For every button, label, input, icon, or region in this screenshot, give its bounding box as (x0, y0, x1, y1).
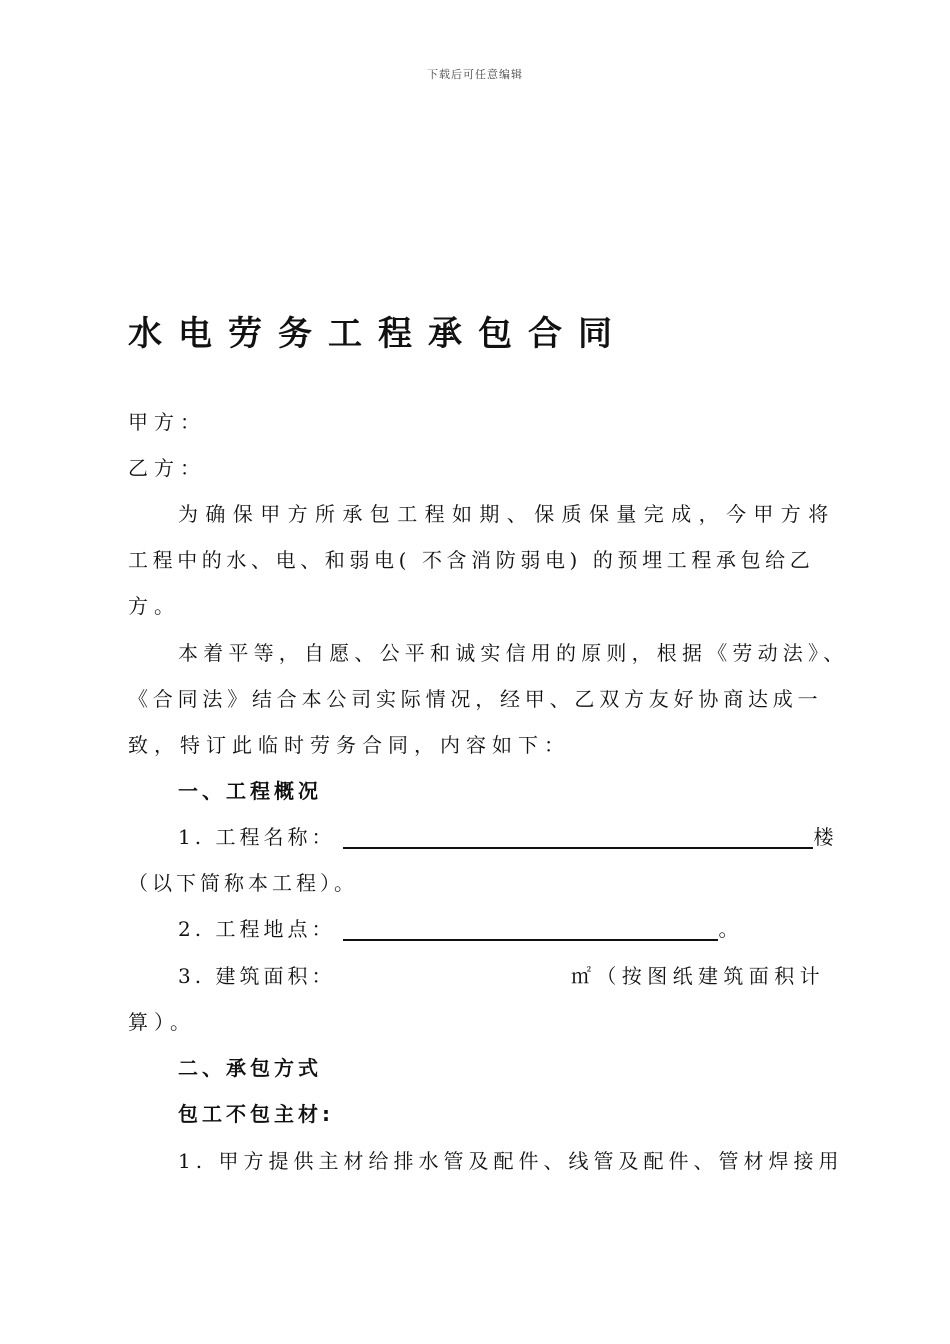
party-b-label: 乙方： (128, 456, 206, 480)
party-a-label: 甲方： (128, 410, 206, 434)
building-area-label: 3. 建筑面积： (178, 964, 336, 988)
project-name-suffix: 楼 (813, 825, 838, 849)
para2-line3: 致，特订此临时劳务合同，内容如下： (128, 733, 570, 757)
project-name-blank (343, 827, 813, 849)
section2-heading: 二、承包方式 (178, 1056, 322, 1080)
building-area-unit-note: ㎡（按图纸建筑面积计 (571, 964, 825, 988)
para1-line1: 为确保甲方所承包工程如期、保质保量完成，今甲方将 (178, 502, 836, 526)
project-location-suffix: 。 (718, 917, 743, 941)
building-area-cont: 算）。 (128, 1010, 196, 1034)
section1-item2 (178, 917, 742, 941)
para2-line1: 本着平等，自愿、公平和诚实信用的原则，根据《劳动法》、 (178, 641, 849, 665)
section2-item1: 1. 甲方提供主材给排水管及配件、线管及配件、管材焊接用 (178, 1149, 844, 1173)
section2-subheading: 包工不包主材: (178, 1102, 334, 1126)
project-location-label: 2. 工程地点： (178, 917, 336, 941)
section1-heading: 一、工程概况 (178, 779, 322, 803)
document-title: 水电劳务工程承包合同 (128, 314, 628, 354)
para1-line3: 方。 (128, 594, 180, 618)
header-note: 下载后可任意编辑 (427, 68, 523, 81)
para1-line2: 工程中的水、电、和弱电( 不含消防弱电) 的预埋工程承包给乙 (128, 548, 815, 572)
section1-item1-cont: （以下简称本工程）。 (128, 871, 358, 895)
para2-line2: 《合同法》结合本公司实际情况，经甲、乙双方友好协商达成一 (128, 687, 823, 711)
project-name-label: 1. 工程名称： (178, 825, 336, 849)
project-location-blank (343, 919, 718, 941)
section1-item1 (178, 825, 837, 849)
